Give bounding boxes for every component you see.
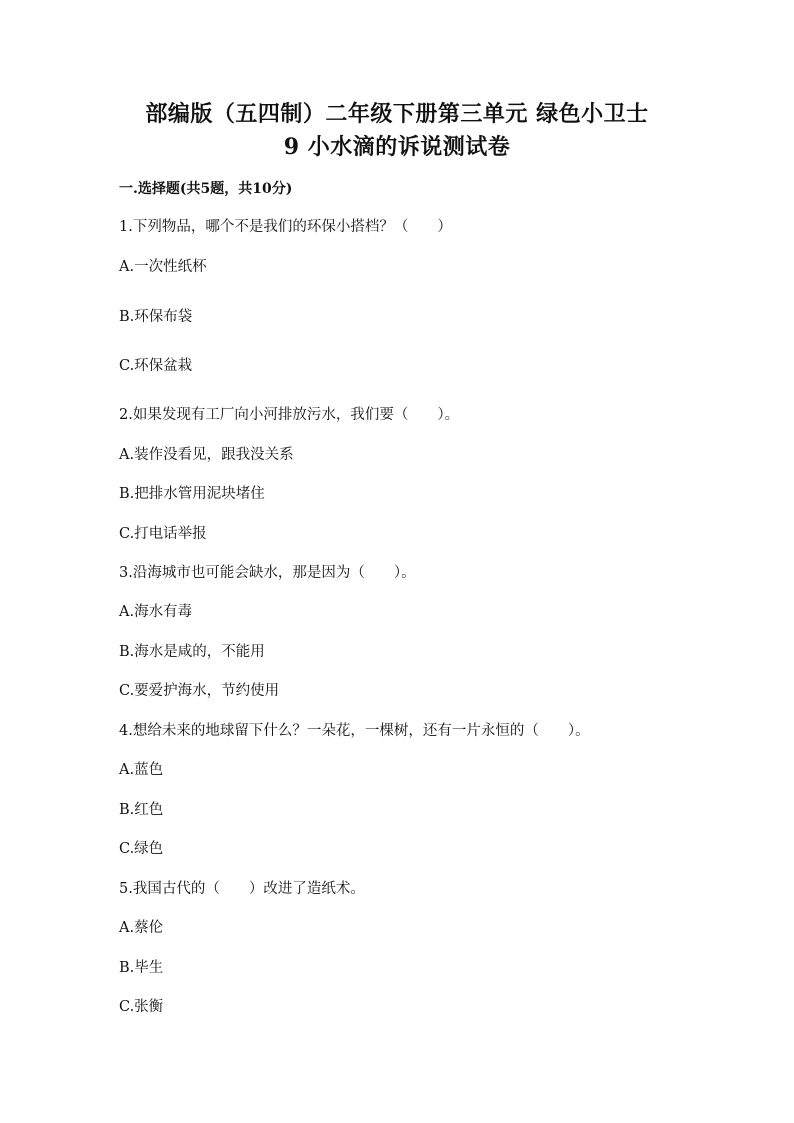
question-5-stem: 5.我国古代的（ ）改进了造纸术。	[119, 881, 365, 897]
question-4-option-a: A.蓝色	[119, 762, 164, 778]
question-2-stem: 2.如果发现有工厂向小河排放污水，我们要（ ）。	[119, 407, 460, 423]
question-1-option-a: A.一次性纸杯	[119, 259, 207, 275]
question-5-option-c: C.张衡	[119, 999, 164, 1015]
question-4-stem: 4.想给未来的地球留下什么？一朵花，一棵树，还有一片永恒的（ ）。	[119, 723, 590, 739]
question-1-option-b: B.环保布袋	[119, 309, 193, 325]
question-2-option-c: C.打电话举报	[119, 526, 207, 542]
exam-title-line-2: 9 小水滴的诉说测试卷	[283, 134, 511, 160]
question-3-option-c: C.要爱护海水，节约使用	[119, 683, 280, 699]
question-3-option-b: B.海水是咸的，不能用	[119, 644, 265, 660]
question-2-option-a: A.装作没看见，跟我没关系	[119, 447, 294, 463]
question-1-option-c: C.环保盆栽	[119, 358, 193, 374]
question-2-option-b: B.把排水管用泥块堵住	[119, 486, 265, 502]
question-4-option-c: C.绿色	[119, 841, 164, 857]
question-1-stem: 1.下列物品，哪个不是我们的环保小搭档？（ ）	[119, 219, 452, 235]
question-3-option-a: A.海水有毒	[119, 604, 193, 620]
question-5-option-a: A.蔡伦	[119, 920, 164, 936]
exam-title-line-1: 部编版（五四制）二年级下册第三单元 绿色小卫士	[145, 101, 649, 127]
section-header: 一.选择题(共5题，共10分)	[119, 181, 293, 197]
question-3-stem: 3.沿海城市也可能会缺水，那是因为（ ）。	[119, 565, 416, 581]
question-5-option-b: B.毕生	[119, 960, 164, 976]
question-4-option-b: B.红色	[119, 802, 164, 818]
